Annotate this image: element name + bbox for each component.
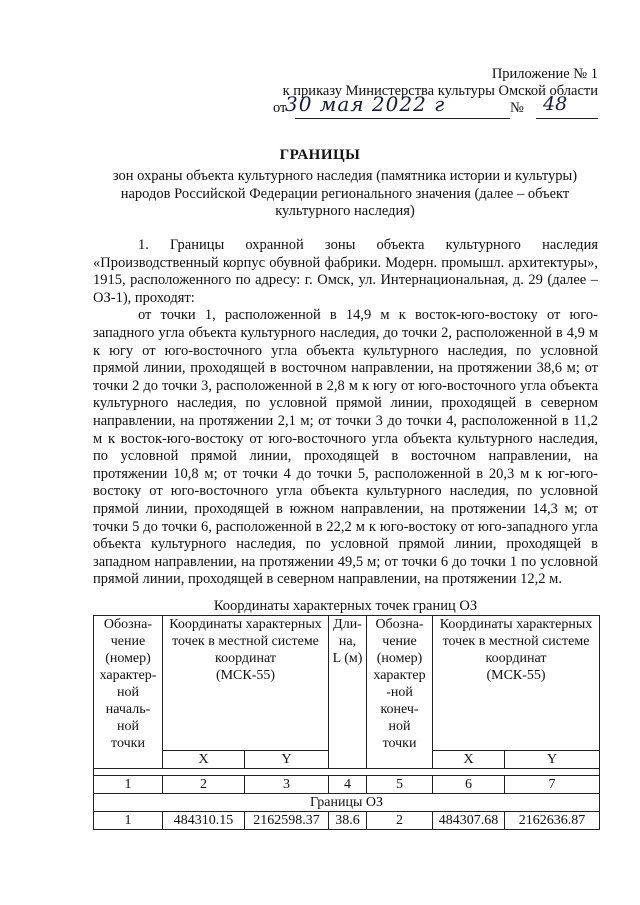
section-label: Границы ОЗ	[94, 794, 600, 812]
section-row	[94, 794, 600, 812]
header-y-start: Y	[245, 751, 329, 769]
cell-x-end: 484307.68	[433, 812, 505, 830]
column-number-row	[94, 776, 600, 794]
column-number: 6	[433, 776, 505, 794]
cell-length: 38.6	[329, 812, 367, 830]
body-text	[93, 237, 598, 589]
number-label: №	[510, 100, 524, 116]
column-number: 1	[94, 776, 163, 794]
document-title: ГРАНИЦЫ	[279, 147, 361, 163]
document-subtitle: зон охраны объекта культурного наследия (памятника истории и культуры) народов Российской Федерации регионального значения (далее – объект культурного наследия)	[112, 168, 578, 219]
handwritten-number: 48	[543, 93, 568, 115]
header-coords-end: Координаты характерных точек в местной системе координат (МСК-55)	[433, 616, 600, 751]
order-reference: к приказу Министерства культуры Омской области	[282, 83, 598, 99]
handwritten-date: 30 мая 2022 г	[285, 92, 446, 116]
coordinates-table	[93, 615, 600, 830]
cell-x-start: 484310.15	[163, 812, 245, 830]
cell-end-point: 2	[367, 812, 433, 830]
cell-start-point: 1	[94, 812, 163, 830]
header-end-point: Обозна- чение (номер) характер -ной конеч- ной точки	[367, 616, 433, 769]
header-start-point: Обозна- чение (номер) характер- ной началь- ной точки	[94, 616, 163, 769]
order-date-number-line	[273, 92, 598, 120]
header-x-start: X	[163, 751, 245, 769]
table-header-row	[94, 616, 600, 751]
column-number: 3	[245, 776, 329, 794]
paragraph: 1. Границы охранной зоны объекта культурного наследия «Производственный корпус обувной фабрики. Модерн. промышл. архитектуры», 1915, расположенного по адресу: г. Омск, ул. Интернациональная, д. 29 (далее – ОЗ-1), проходят:	[93, 237, 598, 306]
header-x-end: X	[433, 751, 505, 769]
table-row	[94, 812, 600, 830]
column-number: 2	[163, 776, 245, 794]
header-coords-start: Координаты характерных точек в местной системе координат (МСК-55)	[163, 616, 329, 751]
cell-y-end: 2162636.87	[505, 812, 600, 830]
column-number: 7	[505, 776, 600, 794]
from-label: от	[273, 100, 287, 116]
column-number: 4	[329, 776, 367, 794]
appendix-number: Приложение № 1	[491, 66, 598, 82]
table-caption: Координаты характерных точек границ ОЗ	[213, 598, 478, 614]
table-gap-row	[94, 769, 600, 776]
column-number: 5	[367, 776, 433, 794]
header-y-end: Y	[505, 751, 600, 769]
cell-y-start: 2162598.37	[245, 812, 329, 830]
paragraph: от точки 1, расположенной в 14,9 м к восток-юго-востоку от юго-западного угла объекта культурного наследия, до точки 2, расположенной в 4,9 м к югу от юго-восточного угла объекта культурного наследия, по условной прямой линии, проходящей в восточном направлении, на протяжении 38,6 м; от точки 2 до точки 3, расположенной в 2,8 м к югу от юго-восточного угла объекта культурного наследия, по условной прямой линии, проходящей в северном направлении, на протяжении 2,1 м; от точки 3 до точки 4, расположенной в 11,2 м к восток-юго-востоку от юго-восточного угла объекта культурного наследия, по условной прямой линии, проходящей в восточном направлении, на протяжении 10,8 м; от точки 4 до точки 5, расположенной в 20,3 м к юг-юго-востоку от юго-восточного угла объекта культурного наследия, по условной прямой линии, проходящей в южном направлении, на протяжении 14,3 м; от точки 5 до точки 6, расположенной в 22,2 м к юго-востоку от юго-западного угла объекта культурного наследия, по условной прямой линии, проходящей в западном направлении, на протяжении 49,5 м; от точки 6 до точки 1 по условной прямой линии, проходящей в северном направлении, на протяжении 12,2 м.	[93, 307, 598, 588]
header-length: Дли- на, L (м)	[329, 616, 367, 769]
